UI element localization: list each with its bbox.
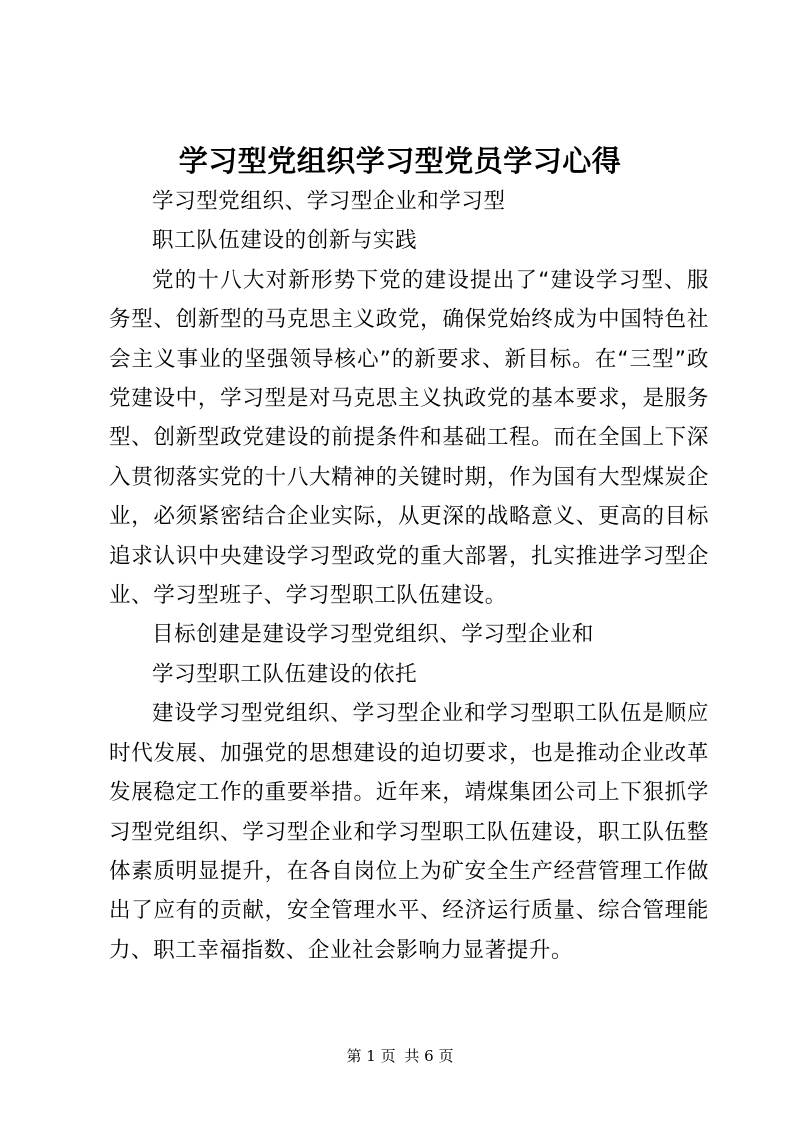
section2-heading-line1: 目标创建是建设学习型党组织、学习型企业和 [152,622,595,648]
document-body [109,182,709,970]
page-number: 第 1 页 [346,1047,396,1065]
page-total: 共 6 页 [404,1047,454,1065]
section2-heading-line2: 学习型职工队伍建设的依托 [152,661,418,687]
section1-paragraph: 党的十八大对新形势下党的建设提出了“建设学习型、服务型、创新型的马克思主义政党，确保党始终成为中国特色社会主义事业的坚强领导核心”的新要求、新目标。在“三型”政党建设中，学习型是对马克思主义执政党的基本要求，是服务型、创新型政党建设的前提条件和基础工程。而在全国上下深入贯彻落实党的十八大精神的关键时期，作为国有大型煤炭企业，必须紧密结合企业实际，从更深的战略意义、更高的目标追求认识中央建设学习型政党的重大部署，扎实推进学习型企业、学习型班子、学习型职工队伍建设。 [109,267,709,609]
page-footer [0,1046,800,1066]
section1-heading-line2: 职工队伍建设的创新与实践 [152,228,418,254]
section2-paragraph: 建设学习型党组织、学习型企业和学习型职工队伍是顺应时代发展、加强党的思想建设的迫切要求，也是推动企业改革发展稳定工作的重要举措。近年来，靖煤集团公司上下狠抓学习型党组织、学习型企业和学习型职工队伍建设，职工队伍整体素质明显提升，在各自岗位上为矿安全生产经营管理工作做出了应有的贡献，安全管理水平、经济运行质量、综合管理能力、职工幸福指数、企业社会影响力显著提升。 [109,701,709,963]
section1-heading-line1: 学习型党组织、学习型企业和学习型 [152,189,506,214]
document-title: 学习型党组织学习型党员学习心得 [178,144,622,178]
